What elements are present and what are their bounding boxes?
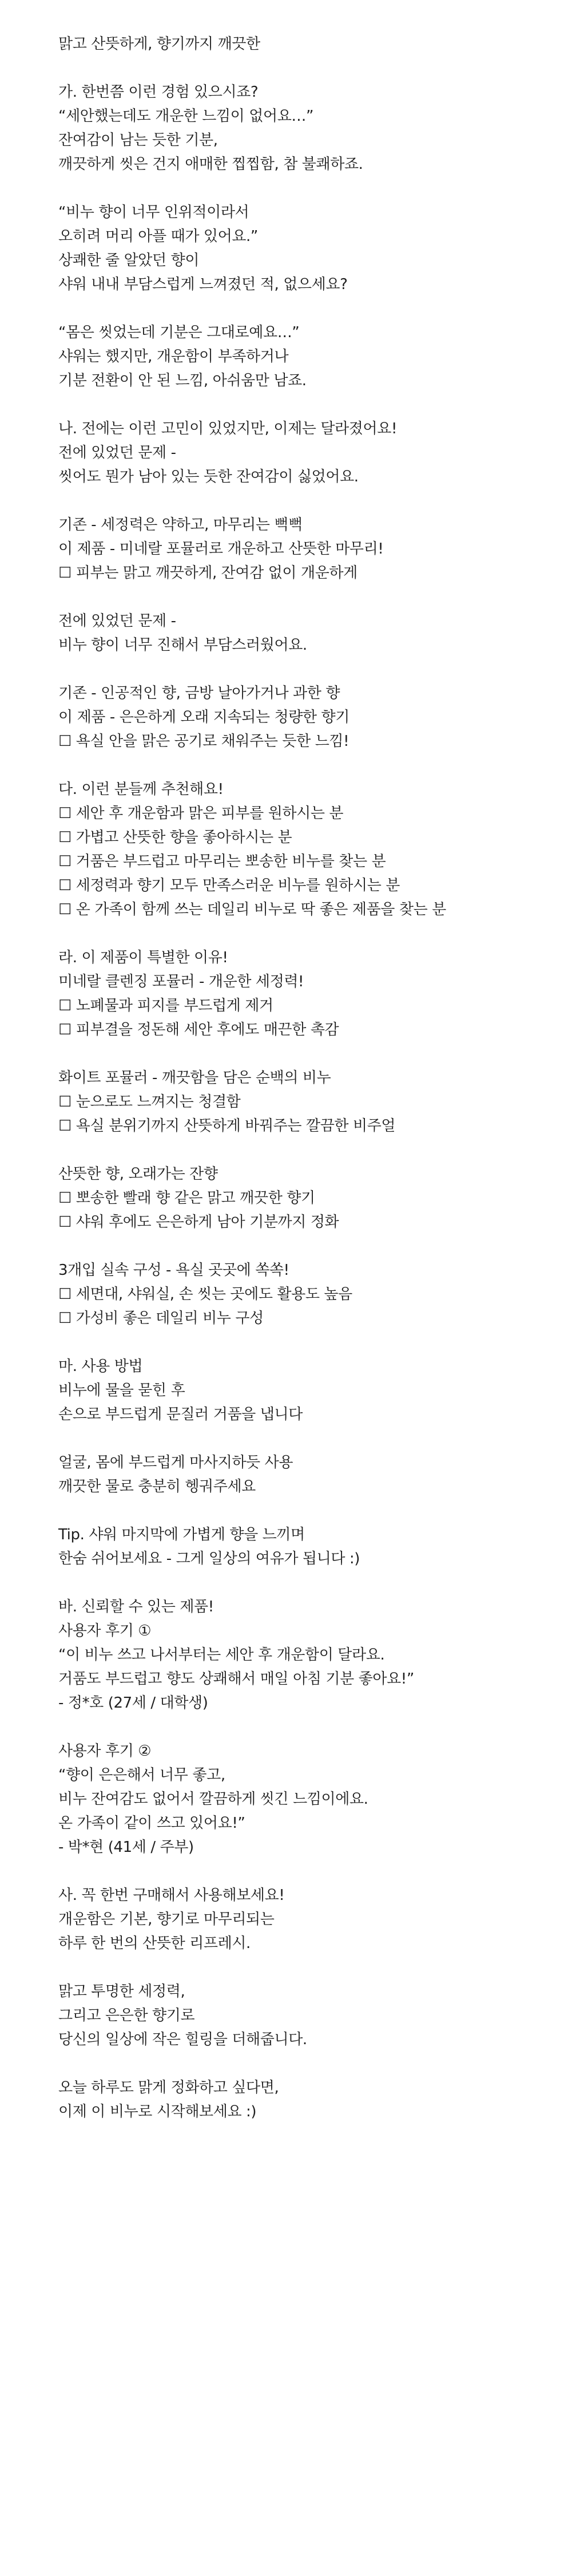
text-line: - 박*현 (41세 / 주부) xyxy=(58,1839,194,1856)
paragraph xyxy=(58,417,572,489)
text-line: 바. 신뢰할 수 있는 제품! xyxy=(58,1598,214,1615)
text-line: 거품도 부드럽고 향도 상쾌해서 매일 아침 기분 좋아요!” xyxy=(58,1670,414,1688)
spacer xyxy=(58,1859,572,1883)
text-line: 사. 꼭 한번 구매해서 사용해보세요! xyxy=(58,1887,285,1904)
text-line: 당신의 일상에 작은 힐링을 더해줍니다. xyxy=(58,2031,307,2048)
text-line: ☐ 세정력과 향기 모두 만족스러운 비누를 원하시는 분 xyxy=(58,877,400,894)
text-line: ☐ 눈으로도 느껴지는 청결함 xyxy=(58,1093,241,1111)
text-line: “이 비누 쓰고 나서부터는 세안 후 개운함이 달라요. xyxy=(58,1646,385,1664)
paragraph xyxy=(58,946,572,1042)
spacer xyxy=(58,393,572,417)
text-line: Tip. 샤워 마지막에 가볍게 향을 느끼며 xyxy=(58,1526,305,1543)
paragraph xyxy=(58,1980,572,2052)
text-line: 오히려 머리 아플 때가 있어요.” xyxy=(58,228,258,245)
text-line: ☐ 피부는 맑고 깨끗하게, 잔여감 없이 개운하게 xyxy=(58,564,357,582)
text-line: 그리고 은은한 향기로 xyxy=(58,2007,195,2024)
text-line: 손으로 부드럽게 문질러 거품을 냅니다 xyxy=(58,1406,303,1423)
section-ga xyxy=(58,80,572,417)
text-line: 기분 전환이 안 된 느낌, 아쉬움만 남죠. xyxy=(58,372,307,389)
section-na xyxy=(58,417,572,777)
text-line: 개운함은 기본, 향기로 마무리되는 xyxy=(58,1911,275,1928)
text-line: 기존 - 인공적인 향, 금방 날아가거나 과한 향 xyxy=(58,685,340,702)
paragraph xyxy=(58,1883,572,1955)
text-line: ☐ 세안 후 개운함과 맑은 피부를 원하시는 분 xyxy=(58,805,344,822)
section-ba xyxy=(58,1595,572,1883)
spacer xyxy=(58,1138,572,1162)
spacer xyxy=(58,585,572,609)
text-line: 샤워는 했지만, 개운함이 부족하거나 xyxy=(58,348,289,365)
spacer xyxy=(58,1042,572,1066)
text-line: ☐ 가성비 좋은 데일리 비누 구성 xyxy=(58,1310,264,1327)
section-sa xyxy=(58,1883,572,2124)
text-line: 다. 이런 분들께 추천해요! xyxy=(58,781,224,798)
paragraph xyxy=(58,1523,572,1571)
spacer xyxy=(58,176,572,200)
spacer xyxy=(58,1571,572,1595)
paragraph xyxy=(58,1595,572,1715)
text-line: ☐ 세면대, 샤워실, 손 씻는 곳에도 활용도 높음 xyxy=(58,1286,352,1303)
spacer xyxy=(58,753,572,777)
text-line: 가. 한번쯤 이런 경험 있으시죠? xyxy=(58,84,259,101)
text-line: 이제 이 비누로 시작해보세요 :) xyxy=(58,2103,257,2120)
text-line: “세안했는데도 개운한 느낌이 없어요…” xyxy=(58,108,314,125)
text-line: 샤워 내내 부담스럽게 느껴졌던 적, 없으세요? xyxy=(58,276,348,293)
text-line: ☐ 욕실 안을 맑은 공기로 채워주는 듯한 느낌! xyxy=(58,733,349,750)
paragraph xyxy=(58,1162,572,1234)
spacer xyxy=(58,1427,572,1451)
text-line: ☐ 샤워 후에도 은은하게 남아 기분까지 정화 xyxy=(58,1214,339,1231)
text-line: “향이 은은해서 너무 좋고, xyxy=(58,1767,225,1784)
paragraph xyxy=(58,1066,572,1138)
text-line: 온 가족이 같이 쓰고 있어요!” xyxy=(58,1815,245,1832)
paragraph xyxy=(58,321,572,393)
spacer xyxy=(58,2052,572,2076)
text-line: 마. 사용 방법 xyxy=(58,1358,143,1375)
text-line: 전에 있었던 문제 - xyxy=(58,444,176,461)
text-line: 이 제품 - 미네랄 포뮬러로 개운하고 산뜻한 마무리! xyxy=(58,540,384,558)
text-line: 화이트 포뮬러 - 깨끗함을 담은 순백의 비누 xyxy=(58,1069,331,1086)
text-line: ☐ 뽀송한 빨래 향 같은 맑고 깨끗한 향기 xyxy=(58,1190,315,1207)
text-line: ☐ 가볍고 산뜻한 향을 좋아하시는 분 xyxy=(58,829,292,846)
text-line: 비누에 물을 묻힌 후 xyxy=(58,1382,185,1399)
text-line: ☐ 피부결을 정돈해 세안 후에도 매끈한 촉감 xyxy=(58,1021,339,1038)
spacer xyxy=(58,1330,572,1354)
text-line: 깨끗하게 씻은 건지 애매한 찝찝함, 참 불쾌하죠. xyxy=(58,156,363,173)
section-ma xyxy=(58,1354,572,1595)
document-title: 맑고 산뜻하게, 향기까지 깨끗한 xyxy=(58,35,260,53)
paragraph xyxy=(58,200,572,297)
paragraph xyxy=(58,777,572,922)
text-line: 이 제품 - 은은하게 오래 지속되는 청량한 향기 xyxy=(58,709,349,726)
text-line: 씻어도 뭔가 남아 있는 듯한 잔여감이 싫었어요. xyxy=(58,468,359,485)
paragraph xyxy=(58,513,572,585)
spacer xyxy=(58,922,572,946)
paragraph xyxy=(58,1451,572,1499)
text-line: ☐ 거품은 부드럽고 마무리는 뽀송한 비누를 찾는 분 xyxy=(58,853,386,870)
paragraph xyxy=(58,609,572,657)
text-line: 얼굴, 몸에 부드럽게 마사지하듯 사용 xyxy=(58,1454,293,1471)
section-da xyxy=(58,777,572,946)
text-line: 상쾌한 줄 알았던 향이 xyxy=(58,252,200,269)
spacer xyxy=(58,297,572,321)
text-line: 맑고 투명한 세정력, xyxy=(58,1983,185,2000)
text-line: 비누 잔여감도 없어서 깔끔하게 씻긴 느낌이에요. xyxy=(58,1791,368,1808)
text-line: 비누 향이 너무 진해서 부담스러웠어요. xyxy=(58,637,307,654)
spacer xyxy=(58,489,572,513)
paragraph xyxy=(58,1739,572,1859)
text-line: 깨끗한 물로 충분히 헹궈주세요 xyxy=(58,1478,256,1495)
text-line: 오늘 하루도 맑게 정화하고 싶다면, xyxy=(58,2079,279,2096)
text-line: 잔여감이 남는 듯한 기분, xyxy=(58,132,218,149)
text-line: - 정*호 (27세 / 대학생) xyxy=(58,1694,208,1712)
text-line: “비누 향이 너무 인위적이라서 xyxy=(58,204,249,221)
text-line: ☐ 노폐물과 피지를 부드럽게 제거 xyxy=(58,997,273,1014)
spacer xyxy=(58,657,572,681)
text-line: ☐ 욕실 분위기까지 산뜻하게 바꿔주는 깔끔한 비주얼 xyxy=(58,1117,396,1135)
text-line: 전에 있었던 문제 - xyxy=(58,613,176,630)
text-line: 하루 한 번의 산뜻한 리프레시. xyxy=(58,1935,251,1952)
paragraph xyxy=(58,681,572,753)
text-line: ☐ 온 가족이 함께 쓰는 데일리 비누로 딱 좋은 제품을 찾는 분 xyxy=(58,901,446,918)
text-line: “몸은 씻었는데 기분은 그대로예요…” xyxy=(58,324,300,341)
document-body xyxy=(58,80,572,2124)
spacer xyxy=(58,56,572,80)
text-line: 라. 이 제품이 특별한 이유! xyxy=(58,949,228,966)
text-line: 사용자 후기 ② xyxy=(58,1743,152,1760)
spacer xyxy=(58,1715,572,1739)
text-line: 산뜻한 향, 오래가는 잔향 xyxy=(58,1165,218,1183)
text-line: 기존 - 세정력은 약하고, 마무리는 뻑뻑 xyxy=(58,516,303,534)
paragraph xyxy=(58,80,572,176)
paragraph xyxy=(58,2076,572,2124)
text-line: 나. 전에는 이런 고민이 있었지만, 이제는 달라졌어요! xyxy=(58,420,397,437)
spacer xyxy=(58,1499,572,1523)
text-line: 3개입 실속 구성 - 욕실 곳곳에 쏙쏙! xyxy=(58,1262,289,1279)
section-ra xyxy=(58,946,572,1354)
paragraph xyxy=(58,1258,572,1330)
spacer xyxy=(58,1955,572,1980)
text-line: 사용자 후기 ① xyxy=(58,1622,152,1639)
text-line: 한숨 쉬어보세요 - 그게 일상의 여유가 됩니다 :) xyxy=(58,1550,360,1567)
paragraph xyxy=(58,1354,572,1427)
text-line: 미네랄 클렌징 포뮬러 - 개운한 세정력! xyxy=(58,973,304,990)
spacer xyxy=(58,1234,572,1258)
